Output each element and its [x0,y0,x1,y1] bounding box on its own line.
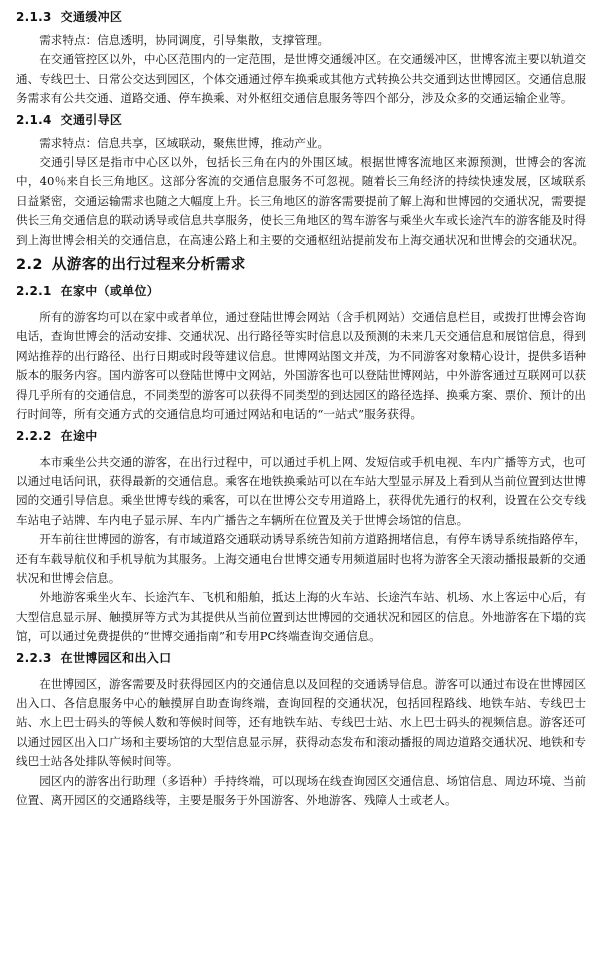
paragraph: 本市乘坐公共交通的游客，在出行过程中，可以通过手机上网、发短信或手机电视、车内广播等方式，也可以通过电话问讯，获得最新的交通信息。乘客在地铁换乘站可以在车站大型显示屏及上看到从当前位置到达世博园的交通引导信息。乘坐世博专线的乘客，可以在世博公交专用道路上，获得优先通行的权利，设置在公交专线车站电子站牌、车内电子显示屏、车内广播告之车辆所在位置及关于世博会场馆的信息。 [16,454,586,527]
section-number: 2.2 [16,257,43,274]
paragraph: 在交通管控区以外，中心区范围内的一定范围，是世博交通缓冲区。在交通缓冲区，世博客流主要以轨道交通、专线巴士、日常公交达到园区，个体交通通过停车换乘或其他方式转换公共交通到达世博园区。交通信息服务需求有公共交通、道路交通、停车换乘、对外枢纽交通信息服务等四个部分，涉及众多的交通运输企业等。 [16,52,586,106]
paragraph: 在世博园区，游客需要及时获得园区内的交通信息以及回程的交通诱导信息。游客可以通过布设在世博园区出入口、各信息服务中心的触摸屏自助查询终端，查询回程的交通状况，包括回程路线、地铁车站、专线巴士站、水上巴士码头的等候人数和等候时间等，还有地铁车站、专线巴士站、水上巴士码头的视频信息。游客还可以通过园区出入口广场和主要场馆的大型信息显示屏，获得动态发布和滚动播报的周边道路交通状况、地铁和专线巴士站各处排队等候时间等。 [16,676,586,769]
paragraph: 开车前往世博园的游客，有市域道路交通联动诱导系统告知前方道路拥堵信息，有停车诱导系统指路停车，还有车载导航仪和手机导航为其服务。上海交通电台世博交通专用频道届时也将为游客全天滚动播报最新的交通状况和世博会信息。 [16,532,586,585]
section-number: 2.2.1 [16,284,52,299]
section-title: 在家中（或单位） [60,284,160,299]
section-heading-2-2-3 [16,647,586,669]
paragraph: 交通引导区是指市中心区以外，包括长三角在内的外围区域。根据世博客流地区来源预测，世博会的客流中，40％来自长三角地区。这部分客流的交通信息服务不可忽视。随着长三角经济的持续快速发展，区域联系日益紧密，交通运输需求也随之大幅度上升。长三角地区的游客需要提前了解上海和世博园的交通状况，需要提供长三角交通信息的联动诱导或信息共享服务，使长三角地区的驾车游客与乘坐火车或长途汽车的游客能及时得到上海世博会相关的交通信息，在高速公路上和主要的交通枢纽站提前发布上海交通状况和世博会的交通状况。 [16,155,586,247]
section-heading-2-1-4 [16,109,586,131]
section-heading-2-2-2 [16,425,586,447]
section-title: 从游客的出行过程来分析需求 [51,257,246,274]
section-heading-2-1-3 [16,6,586,28]
section-heading-2-2 [16,250,586,280]
section-title: 在途中 [60,428,98,443]
section-number: 2.2.3 [16,650,52,665]
section-title: 交通引导区 [60,112,123,127]
paragraph: 需求特点：信息透明，协同调度，引导集散，支撑管理。 [39,33,330,47]
section-heading-2-2-1 [16,280,586,302]
section-title: 交通缓冲区 [60,10,123,24]
paragraph: 需求特点：信息共享，区域联动，聚焦世博，推动产业。 [39,135,330,150]
section-number: 2.2.2 [16,428,52,443]
paragraph: 园区内的游客出行助理（多语种）手持终端，可以现场在线查询园区交通信息、场馆信息、周边环境、当前位置、离开园区的交通路线等，主要是服务于外国游客、外地游客、残障人士或老人。 [16,773,586,807]
section-number: 2.1.4 [16,112,52,127]
section-number: 2.1.3 [16,10,52,24]
paragraph: 所有的游客均可以在家中或者单位，通过登陆世博会网站（含手机网站）交通信息栏目，或拨打世博会咨询电话，查询世博会的活动安排、交通状况、出行路径等实时信息以及预测的未来几天交通信息和展馆信息，得到网站推荐的出行路径、出行日期或时段等建议信息。世博网站图文并茂，为不同游客对象精心设计，提供多语种版本的服务内容。国内游客可以登陆世博中文网站，外国游客也可以登陆世博网站，中外游客通过互联网可以获得几乎所有的交通信息，不同类型的游客可以获得不同类型的到达园区的路径选择、换乘方案、票价、预计的出行时间等，所有交通方式的交通信息均可通过网站和电话的“一站式”服务获得。 [16,310,586,422]
section-title: 在世博园区和出入口 [60,650,172,665]
paragraph: 外地游客乘坐火车、长途汽车、飞机和船舶，抵达上海的火车站、长途汽车站、机场、水上客运中心后，有大型信息显示屏、触摸屏等方式为其提供从当前位置到达世博园的交通状况和园区的信息。外地游客在下塌的宾馆，可以通过免费提供的“世博交通指南”和专用PC终端查询交通信息。 [16,590,586,644]
